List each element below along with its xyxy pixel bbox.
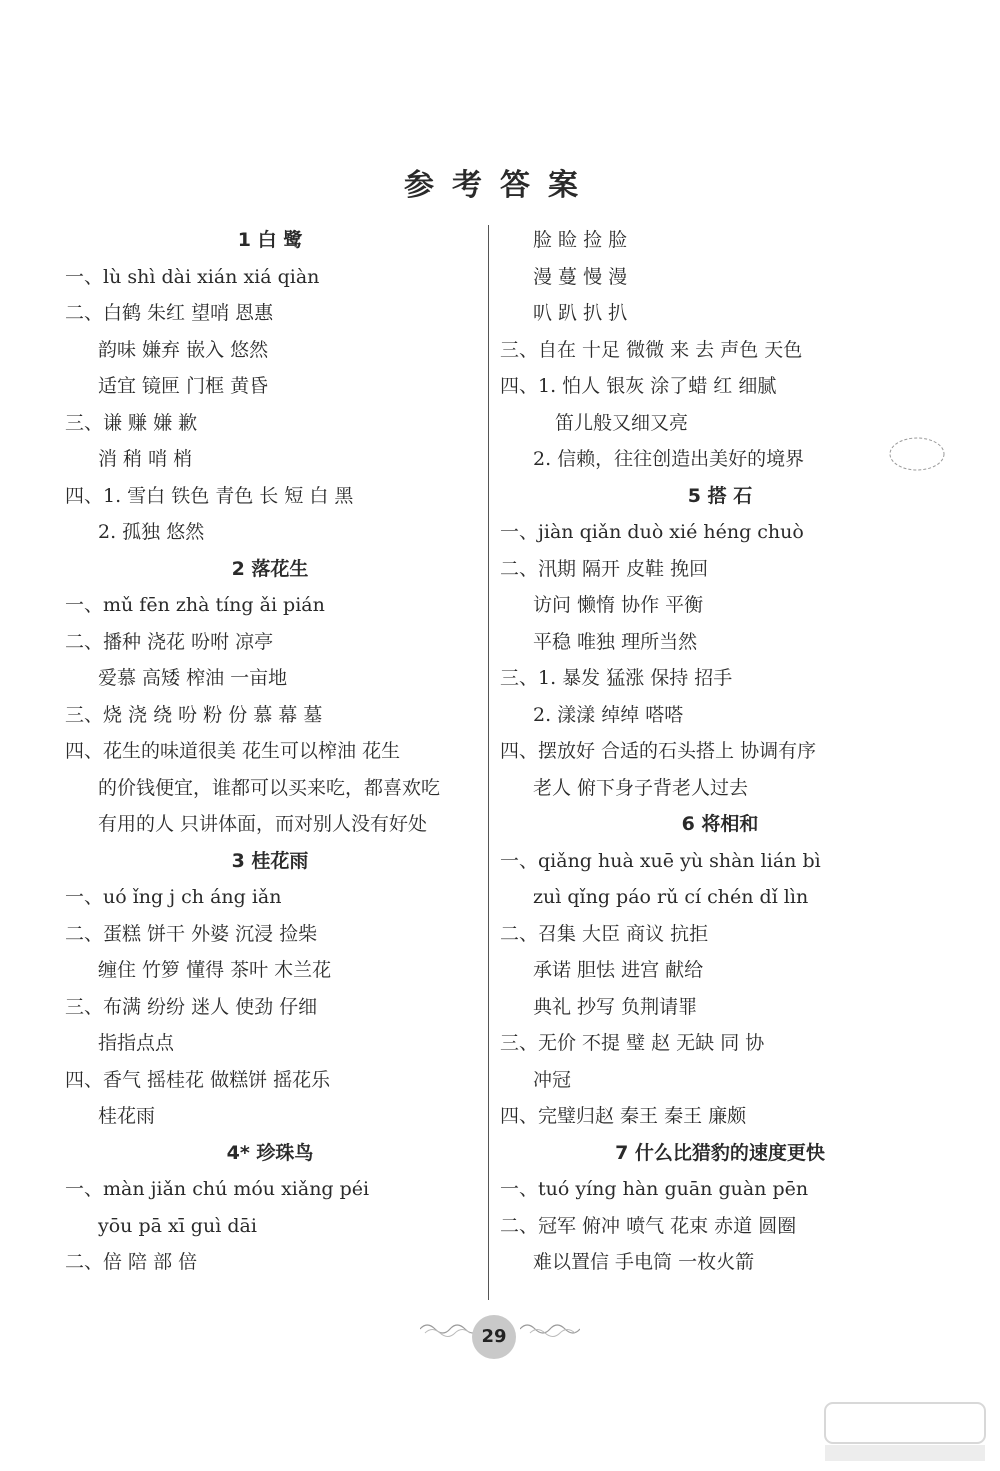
answer-line: 的价钱便宜，谁都可以买来吃，都喜欢吃 <box>98 776 441 799</box>
answer-line: 一、tuó yíng hàn guān guàn pēn <box>500 1178 809 1200</box>
answer-line: 难以置信 手电筒 一枚火箭 <box>533 1251 755 1273</box>
answer-line: 笛儿般又细又亮 <box>555 411 689 434</box>
answer-line: 脸 睑 捡 脸 <box>533 229 628 251</box>
section-heading: 7 什么比猎豹的速度更快 <box>615 1141 825 1164</box>
answer-line: 2. 孤独 悠然 <box>98 521 205 543</box>
answer-line: 老人 俯下身子背老人过去 <box>533 776 749 799</box>
left-column <box>65 222 475 1281</box>
answer-line: 一、mǔ fēn zhà tíng ǎi pián <box>65 594 325 616</box>
answer-line: 缠住 竹箩 懂得 茶叶 木兰花 <box>98 959 332 981</box>
answer-line: 三、无价 不提 璧 赵 无缺 同 协 <box>500 1032 765 1054</box>
page-title: 参考答案 <box>404 168 596 203</box>
answer-line: 四、完璧归赵 秦王 秦王 廉颇 <box>500 1105 747 1127</box>
page-number: 29 <box>472 1315 516 1359</box>
answer-line: 二、汛期 隔开 皮鞋 挽回 <box>500 557 709 580</box>
section-heading: 1 白 鹭 <box>237 229 303 251</box>
answer-line: 冲冠 <box>533 1068 572 1091</box>
answer-line: yōu pā xī guì dāi <box>98 1214 257 1237</box>
answer-line: 四、1. 雪白 铁色 青色 长 短 白 黑 <box>65 484 354 507</box>
watermark-logo <box>820 1395 990 1465</box>
answer-line: 桂花雨 <box>98 1105 156 1127</box>
answer-line: 韵味 嫌弃 嵌入 悠然 <box>98 338 269 361</box>
answer-line: 二、蛋糕 饼干 外婆 沉浸 捡柴 <box>65 922 318 945</box>
section-heading: 2 落花生 <box>231 557 309 580</box>
column-divider <box>488 225 489 1300</box>
answer-line: 访问 懒惰 协作 平衡 <box>533 594 704 616</box>
answer-line: 四、1. 怕人 银灰 涂了蜡 红 细腻 <box>500 375 777 397</box>
answer-line: 一、jiàn qiǎn duò xié héng chuò <box>500 521 804 543</box>
answer-line: 二、播种 浇花 吩咐 凉亭 <box>65 630 274 653</box>
answer-line: 四、花生的味道很美 花生可以榨油 花生 <box>65 740 401 762</box>
answer-line: 一、qiǎng huà xuē yù shàn lián bì <box>500 849 821 872</box>
answer-line: 指指点点 <box>98 1032 175 1054</box>
answer-line: 消 稍 哨 梢 <box>98 448 193 470</box>
answer-line: 漫 蔓 慢 漫 <box>533 265 628 288</box>
section-heading: 3 桂花雨 <box>231 849 309 872</box>
answer-line: 四、摆放好 合适的石头搭上 协调有序 <box>500 740 817 762</box>
section-heading: 4* 珍珠鸟 <box>226 1141 314 1164</box>
answer-line: 一、màn jiǎn chú móu xiǎng péi <box>65 1178 370 1200</box>
footer-wave-right <box>520 1318 580 1340</box>
answer-line: 承诺 胆怯 进宫 献给 <box>533 959 704 981</box>
answer-line: 适宜 镜匣 门框 黄昏 <box>98 375 269 397</box>
answer-line: 二、冠军 俯冲 喷气 花束 赤道 圆圈 <box>500 1214 797 1237</box>
answer-line: 三、谦 赚 嫌 歉 <box>65 411 198 434</box>
answer-line: 2. 漾漾 绰绰 嗒嗒 <box>533 703 684 726</box>
section-heading: 6 将相和 <box>681 813 759 835</box>
answer-line: 爱慕 高矮 榨油 一亩地 <box>98 667 288 689</box>
answer-line: 四、香气 摇桂花 做糕饼 摇花乐 <box>65 1068 331 1091</box>
answer-line: 三、布满 纷纷 迷人 使劲 仔细 <box>65 995 318 1018</box>
answer-line: 平稳 唯独 理所当然 <box>533 630 698 653</box>
answer-line: 典礼 抄写 负荆请罪 <box>533 995 698 1018</box>
answer-line: 三、1. 暴发 猛涨 保持 招手 <box>500 667 733 689</box>
answer-line: 二、白鹤 朱红 望哨 恩惠 <box>65 302 274 324</box>
answer-line: zuì qǐng páo rǔ cí chén dǐ lìn <box>533 886 809 908</box>
answer-line: 二、倍 陪 部 倍 <box>65 1251 198 1273</box>
answer-line: 2. 信赖，往往创造出美好的境界 <box>533 448 805 470</box>
section-heading: 5 搭 石 <box>687 484 753 507</box>
footer-wave-left <box>420 1318 480 1340</box>
answer-line: 二、召集 大臣 商议 抗拒 <box>500 922 709 945</box>
answer-line: 叭 趴 扒 扒 <box>533 302 628 324</box>
answer-line: 三、自在 十足 微微 来 去 声色 天色 <box>500 338 803 361</box>
right-column <box>500 222 940 1281</box>
answer-line: 一、lù shì dài xián xiá qiàn <box>65 265 320 288</box>
answer-line: 有用的人 只讲体面，而对别人没有好处 <box>98 813 428 835</box>
answer-line: 一、uó ǐng j ch áng iǎn <box>65 886 282 908</box>
answer-line: 三、烧 浇 绕 吩 粉 份 慕 幕 墓 <box>65 703 323 726</box>
stamp-mark <box>888 436 946 472</box>
